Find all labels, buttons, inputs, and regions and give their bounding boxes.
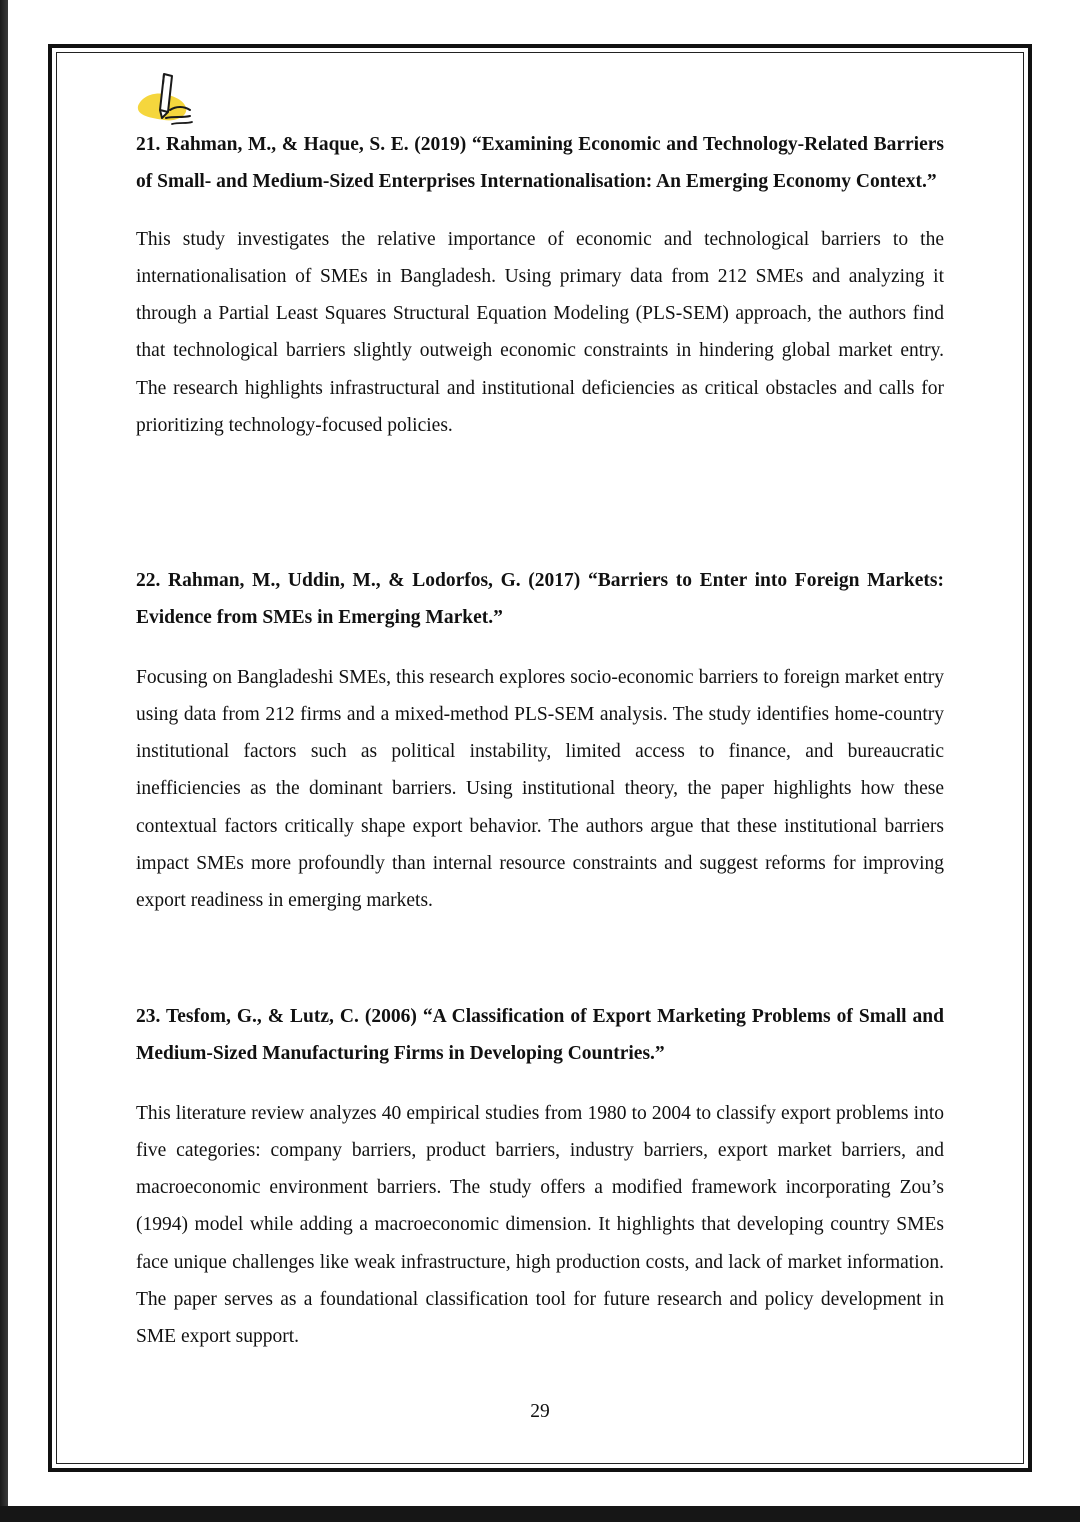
reference-entry (136, 562, 944, 920)
reference-entry (136, 998, 944, 1356)
entry-abstract: Focusing on Bangladeshi SMEs, this research explores socio-economic barriers to foreign market entry using data from 212 firms and a mixed-method PLS-SEM analysis. The study identifies home-country institutional factors such as political instability, limited access to finance, and bureaucratic inefficiencies as the dominant barriers. Using institutional theory, the paper highlights how these contextual factors critically shape export behavior. The authors argue that these institutional barriers impact SMEs more profoundly than internal resource constraints and suggest reforms for improving export readiness in emerging markets. (136, 666, 944, 912)
pen-writing-icon (134, 72, 204, 132)
reference-entry (136, 126, 944, 444)
entry-title: 23. Tesfom, G., & Lutz, C. (2006) “A Classification of Export Marketing Problems of Small and Medium-Sized Manufacturing Firms in Developing Countries.” (136, 1006, 944, 1065)
scan-edge-left (0, 0, 8, 1522)
entry-abstract: This literature review analyzes 40 empirical studies from 1980 to 2004 to classify export problems into five categories: company barriers, product barriers, industry barriers, export market barriers, and macroeconomic environment barriers. The study offers a modified framework incorporating Zou’s (1994) model while adding a macroeconomic dimension. It highlights that developing country SMEs face unique challenges like weak infrastructure, high production costs, and lack of market information. The paper serves as a foundational classification tool for future research and policy development in SME export support. (136, 1102, 944, 1348)
scan-edge-bottom (0, 1506, 1080, 1522)
page-number: 29 (530, 1401, 550, 1422)
entry-abstract: This study investigates the relative importance of economic and technological barriers to the internationalisation of SMEs in Bangladesh. Using primary data from 212 SMEs and analyzing it through a Partial Least Squares Structural Equation Modeling (PLS-SEM) approach, the authors find that technological barriers slightly outweigh economic constraints in hindering global market entry. The research highlights infrastructural and institutional deficiencies as critical obstacles and calls for prioritizing technology-focused policies. (136, 228, 944, 437)
entry-title: 21. Rahman, M., & Haque, S. E. (2019) “Examining Economic and Technology-Related Barriers of Small- and Medium-Sized Enterprises Internationalisation: An Emerging Economy Context.” (136, 134, 944, 193)
entry-title: 22. Rahman, M., Uddin, M., & Lodorfos, G. (2017) “Barriers to Enter into Foreign Markets: Evidence from SMEs in Emerging Market.” (136, 570, 944, 629)
